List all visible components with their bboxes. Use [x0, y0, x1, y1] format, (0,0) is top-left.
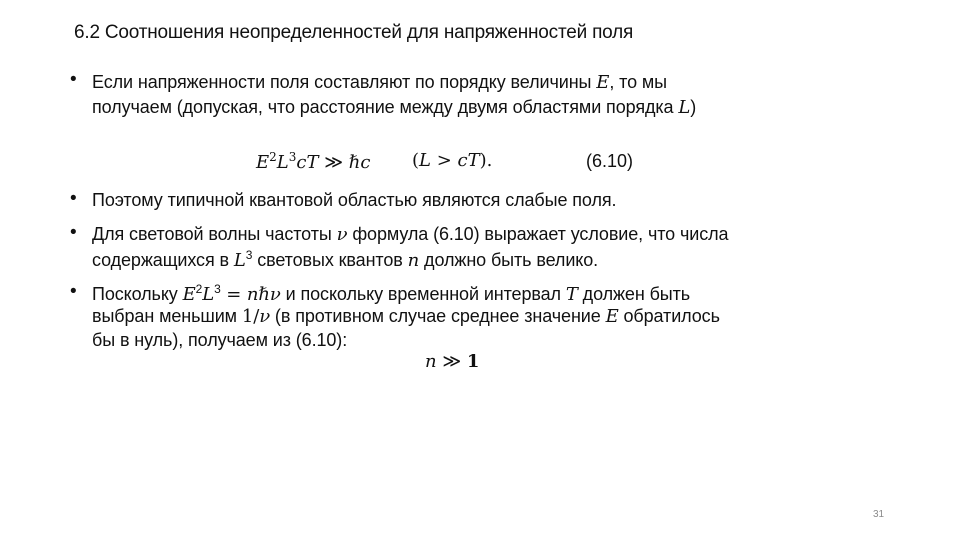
- sup: 3: [288, 150, 297, 164]
- math-T: T: [565, 284, 578, 305]
- equals: =: [220, 284, 247, 305]
- equation-6-10-condition: [412, 150, 492, 171]
- text: выбран меньшим: [92, 306, 242, 326]
- text: ): [690, 97, 697, 117]
- much-greater: ≫: [436, 351, 467, 372]
- bullet-marker: •: [70, 69, 77, 90]
- sup: 2: [269, 150, 277, 164]
- slide-title: 6.2 Соотношения неопределенностей для напряженностей поля: [74, 22, 634, 43]
- text: Для световой волны частоты: [92, 224, 337, 244]
- sup: 3: [214, 282, 221, 296]
- text: должно быть велико.: [419, 250, 599, 270]
- text: , то мы: [609, 72, 668, 92]
- math-n: n: [407, 250, 420, 271]
- math-nu: ν: [336, 224, 348, 245]
- paren: ).: [479, 150, 493, 171]
- result-equation: [425, 351, 479, 372]
- greater-than: >: [430, 150, 458, 171]
- math-E: E: [596, 72, 610, 93]
- bullet-4-line-1: [92, 282, 690, 305]
- text: обратилось: [618, 306, 720, 326]
- math-n: n: [425, 351, 437, 372]
- math-L: L: [233, 250, 246, 271]
- bullet-marker: •: [70, 281, 77, 302]
- math-hbar-c: ℏc: [348, 152, 371, 173]
- text: содержащихся в: [92, 250, 234, 270]
- text: (в противном случае среднее значение: [270, 306, 606, 326]
- bullet-3-line-1: [92, 224, 728, 245]
- bullet-1-line-2: [92, 97, 696, 118]
- math-n-hbar-nu: nℏν: [246, 284, 281, 305]
- bullet-1-line-1: [92, 72, 667, 93]
- text: световых квантов: [252, 250, 408, 270]
- equation-6-10: [256, 150, 370, 173]
- bullet-marker: •: [70, 222, 77, 243]
- text: Поскольку: [92, 284, 183, 304]
- math-one-over: 1/: [241, 306, 260, 327]
- bullet-2-line-1: Поэтому типичной квантовой областью являются слабые поля.: [92, 190, 617, 210]
- equation-number: (6.10): [586, 151, 634, 171]
- math-L: L: [678, 97, 691, 118]
- text: должен быть: [577, 284, 691, 304]
- page-number: 31: [873, 509, 885, 520]
- math-L: L: [202, 284, 215, 305]
- much-greater: ≫: [318, 152, 349, 173]
- math-L: L: [419, 150, 431, 171]
- bullet-4-line-3: бы в нуль), получаем из (6.10):: [92, 330, 348, 350]
- math-cT: cT: [296, 152, 319, 173]
- math-E: E: [182, 284, 196, 305]
- sup: 3: [245, 248, 253, 262]
- sup: 2: [195, 282, 203, 296]
- text: формула (6.10) выражает условие, что числа: [347, 224, 729, 244]
- text: получаем (допуская, что расстояние между двумя областями порядка: [92, 97, 679, 117]
- bullet-marker: •: [70, 188, 77, 209]
- math-L: L: [276, 152, 289, 173]
- bullet-3-line-2: [92, 248, 598, 271]
- math-one: 1: [466, 351, 480, 372]
- math-nu: ν: [259, 306, 271, 327]
- bullet-4-line-2: [92, 306, 720, 327]
- text: и поскольку временной интервал: [280, 284, 566, 304]
- math-E: E: [256, 152, 270, 173]
- text: Если напряженности поля составляют по порядку величины: [92, 72, 597, 92]
- math-E: E: [605, 306, 619, 327]
- paren: (: [412, 150, 420, 171]
- math-cT: cT: [457, 150, 480, 171]
